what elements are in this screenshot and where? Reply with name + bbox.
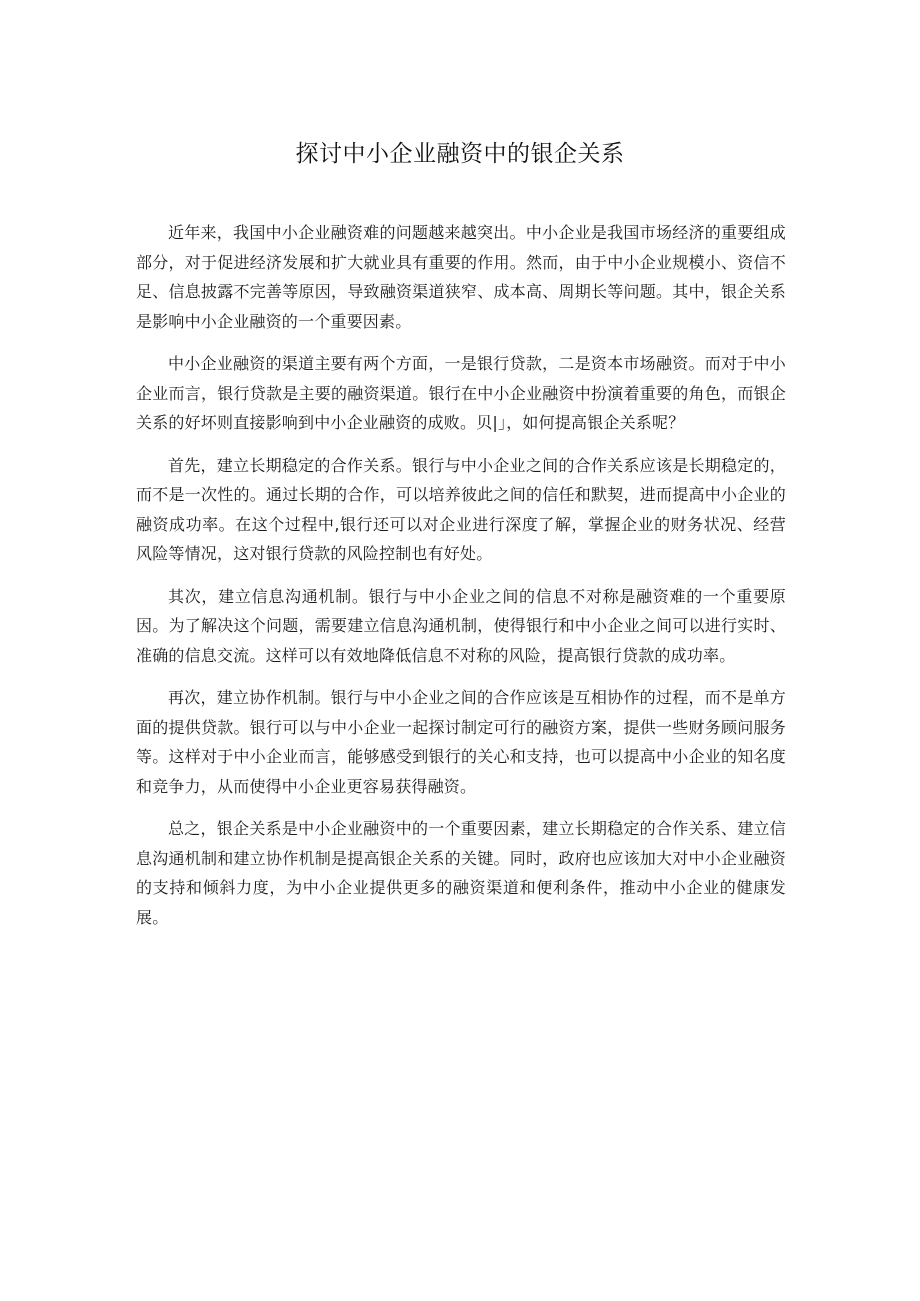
paragraph-long-term-cooperation: 首先，建立长期稳定的合作关系。银行与中小企业之间的合作关系应该是长期稳定的，而不是一次性的。通过长期的合作，可以培养彼此之间的信任和默契，进而提高中小企业的融资成功率。在这个过程中,银行还可以对企业进行深度了解，掌握企业的财务状况、经营风险等情况，这对银行贷款的风险控制也有好处。 [136,455,786,563]
paragraph-financing-channels: 中小企业融资的渠道主要有两个方面，一是银行贷款，二是资本市场融资。而对于中小企业而言，银行贷款是主要的融资渠道。银行在中小企业融资中扮演着重要的角色，而银企关系的好坏则直接影响到中小企业融资的成败。贝|」，如何提高银企关系呢？ [136,354,786,432]
document-title: 探讨中小企业融资中的银企关系 [295,141,625,167]
paragraph-information-communication: 其次，建立信息沟通机制。银行与中小企业之间的信息不对称是融资难的一个重要原因。为了解决这个问题，需要建立信息沟通机制，使得银行和中小企业之间可以进行实时、准确的信息交流。这样可以有效地降低信息不对称的风险，提高银行贷款的成功率。 [136,586,786,665]
paragraph-collaboration-mechanism: 再次，建立协作机制。银行与中小企业之间的合作应该是互相协作的过程，而不是单方面的提供贷款。银行可以与中小企业一起探讨制定可行的融资方案，提供一些财务顾问服务等。这样对于中小企业而言，能够感受到银行的关心和支持，也可以提高中小企业的知名度和竞争力，从而使得中小企业更容易获得融资。 [136,688,786,796]
paragraph-intro: 近年来，我国中小企业融资难的问题越来越突出。中小企业是我国市场经济的重要组成部分，对于促进经济发展和扩大就业具有重要的作用。然而，由于中小企业规模小、资信不足、信息披露不完善等原因，导致融资渠道狭窄、成本高、周期长等问题。其中，银企关系是影响中小企业融资的一个重要因素。 [136,223,786,331]
paragraph-conclusion: 总之，银企关系是中小企业融资中的一个重要因素，建立长期稳定的合作关系、建立信息沟通机制和建立协作机制是提高银企关系的关键。同时，政府也应该加大对中小企业融资的支持和倾斜力度，为中小企业提供更多的融资渠道和便利条件，推动中小企业的健康发展。 [136,819,786,927]
document-body [136,218,786,945]
